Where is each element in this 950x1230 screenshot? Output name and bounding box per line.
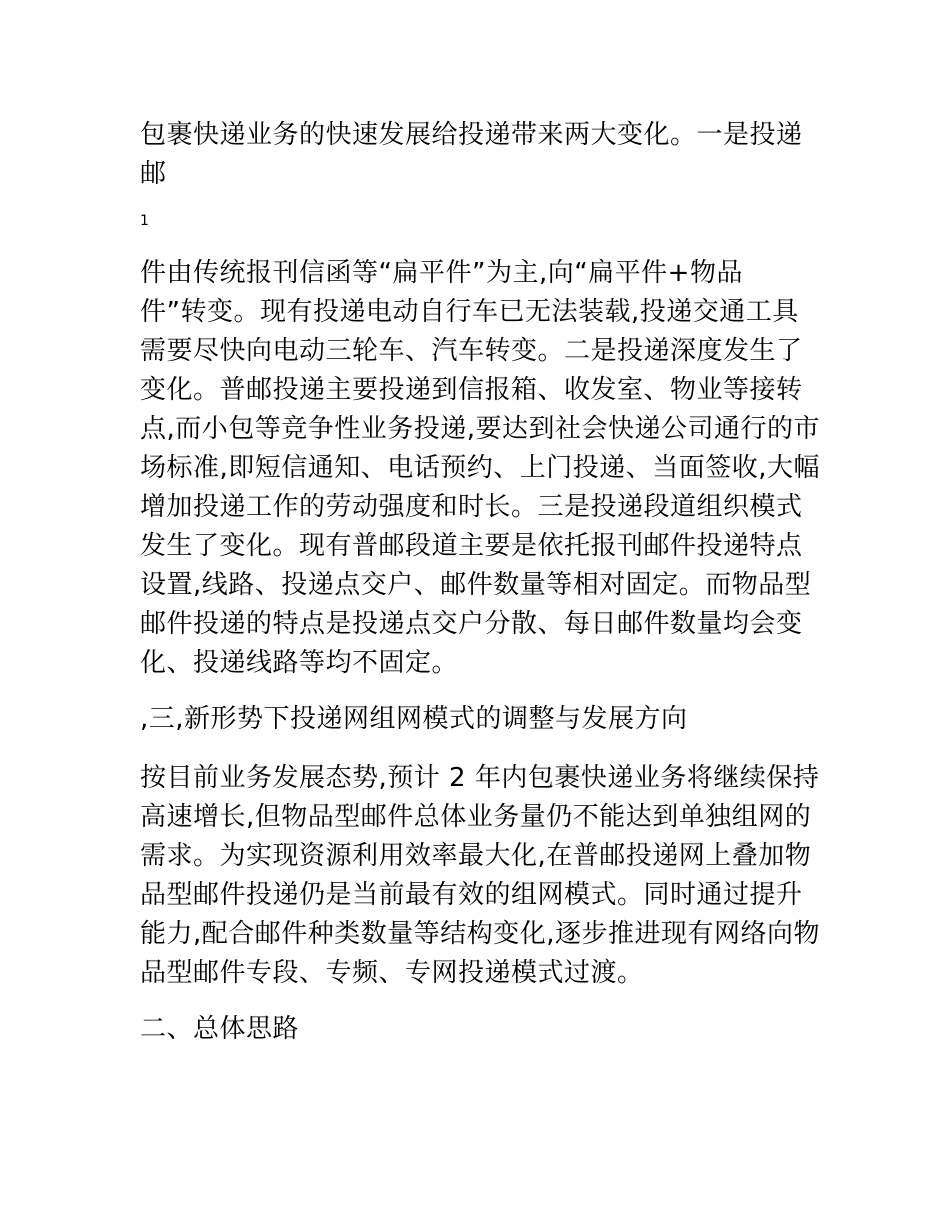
paragraph-line: 按目前业务发展态势,预计 2 年内包裹快递业务将继续保持 (140, 763, 820, 793)
paragraph-line: 增加投递工作的劳动强度和时长。三是投递段道组织模式 (140, 492, 803, 522)
section-heading: ,三,新形势下投递网组网模式的调整与发展方向 (140, 704, 688, 734)
paragraph-line: 品型邮件投递仍是当前最有效的组网模式。同时通过提升 (140, 880, 803, 910)
paragraph-line: 品型邮件专段、专频、专网投递模式过渡。 (140, 958, 644, 988)
paragraph-line: 包裹快递业务的快速发展给投递带来两大变化。一是投递 (140, 120, 803, 150)
paragraph-line: 邮件投递的特点是投递点交户分散、每日邮件数量均会变 (140, 609, 803, 639)
paragraph-line: 能力,配合邮件种类数量等结构变化,逐步推进现有网络向物 (140, 919, 821, 949)
paragraph-line: 发生了变化。现有普邮段道主要是依托报刊邮件投递特点 (140, 531, 803, 561)
paragraph-line: 变化。普邮投递主要投递到信报箱、收发室、物业等接转 (140, 375, 803, 405)
paragraph-line: 化、投递线路等均不固定。 (140, 648, 459, 678)
paragraph-line: 点,而小包等竞争性业务投递,要达到社会快递公司通行的市 (140, 414, 821, 444)
paragraph-line: 高速增长,但物品型邮件总体业务量仍不能达到单独组网的 (140, 802, 812, 832)
section-heading: 二、总体思路 (140, 1014, 300, 1044)
paragraph-line: 设置,线路、投递点交户、邮件数量等相对固定。而物品型 (140, 570, 812, 600)
paragraph-line: 邮 (140, 159, 167, 189)
paragraph-line: 场标准,即短信通知、电话预约、上门投递、当面签收,大幅 (140, 453, 821, 483)
paragraph-line: 件”转变。现有投递电动自行车已无法装载,投递交通工具 (140, 297, 799, 327)
paragraph-line: 需要尽快向电动三轮车、汽车转变。二是投递深度发生了 (140, 336, 803, 366)
paragraph-line: 需求。为实现资源利用效率最大化,在普邮投递网上叠加物 (140, 841, 812, 871)
page-number: 1 (140, 213, 149, 229)
paragraph-line: 件由传统报刊信函等“扁平件”为主,向“扁平件+物品 (140, 258, 743, 288)
